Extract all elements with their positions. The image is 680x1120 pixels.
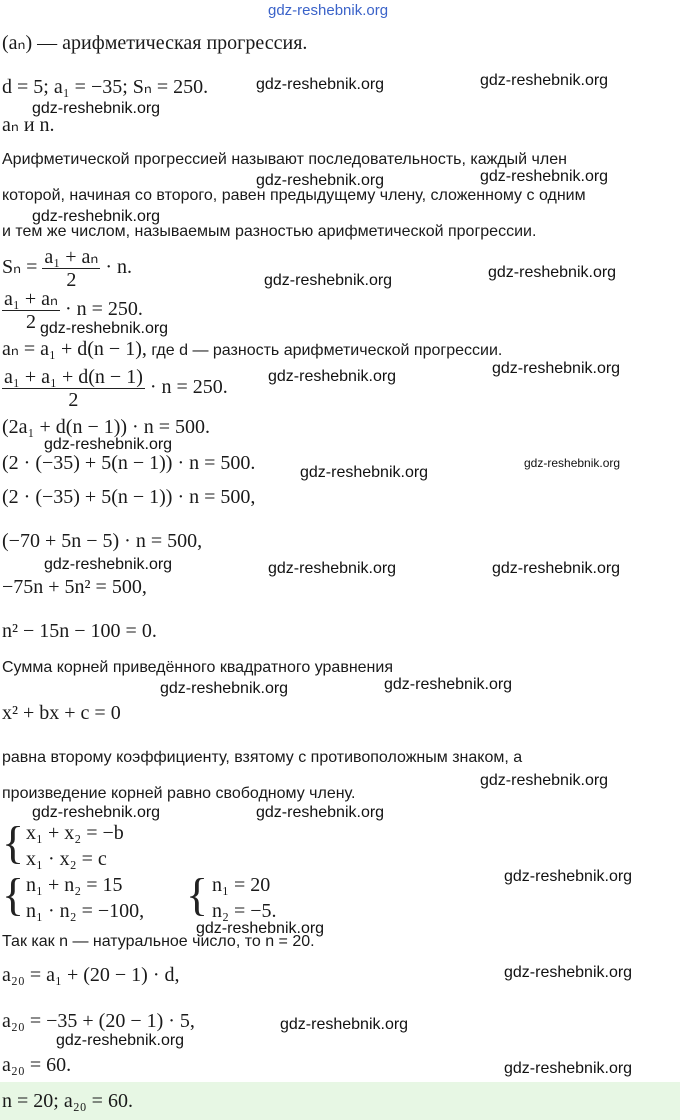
watermark: gdz-reshebnik.org — [480, 168, 609, 185]
find-line: aₙ и n. — [2, 114, 55, 136]
watermark: gdz-reshebnik.org — [44, 556, 173, 573]
given-line: d = 5; a₁ = −35; Sₙ = 250. — [2, 76, 209, 98]
watermark: gdz-reshebnik.org — [44, 436, 173, 453]
watermark: gdz-reshebnik.org — [504, 1060, 633, 1077]
watermark: gdz-reshebnik.org — [280, 1016, 409, 1033]
vieta-line-3: произведение корней равно свободному члену. — [2, 785, 356, 802]
equation-6: (2 · (−35) + 5(n − 1)) · n = 500, — [2, 486, 256, 508]
system2-line-a: n₁ + n₂ = 15 — [26, 874, 123, 896]
sn-right: · n. — [105, 256, 133, 279]
watermark: gdz-reshebnik.org — [268, 560, 397, 577]
vieta-line-2: равна второму коэффициенту, взятому с противоположным знаком, а — [2, 749, 523, 766]
system-brace-3: { — [186, 869, 209, 920]
a20-step-1: a₂₀ = a₁ + (20 − 1) · d, — [2, 964, 180, 986]
watermark: gdz-reshebnik.org — [504, 868, 633, 885]
definition-line-1: Арифметической прогрессией называют последовательность, каждый член — [2, 151, 567, 168]
system2-line-b: n₁ · n₂ = −100, — [26, 900, 145, 922]
system1-line-a: x₁ + x₂ = −b — [26, 822, 124, 844]
watermark: gdz-reshebnik.org — [268, 368, 397, 385]
intro-line: (aₙ) — арифметическая прогрессия. — [2, 32, 308, 54]
natural-number-note: Так как n — натуральное число, то n = 20. — [2, 933, 315, 950]
answer-text: n = 20; a₂₀ = 60. — [2, 1090, 133, 1112]
watermark: gdz-reshebnik.org — [256, 76, 385, 93]
eq3-fraction — [2, 366, 145, 411]
sn-left: Sₙ = — [2, 256, 38, 279]
site-header-link[interactable]: gdz-reshebnik.org — [268, 2, 389, 19]
watermark: gdz-reshebnik.org — [492, 560, 621, 577]
watermark: gdz-reshebnik.org — [300, 464, 429, 481]
eq2-right: · n = 250. — [64, 298, 143, 321]
watermark: gdz-reshebnik.org — [524, 456, 621, 470]
watermark: gdz-reshebnik.org — [480, 72, 609, 89]
eq2-denominator: 2 — [25, 311, 36, 333]
watermark: gdz-reshebnik.org — [256, 804, 385, 821]
equation-5: (2 · (−35) + 5(n − 1)) · n = 500. — [2, 452, 256, 474]
definition-line-3: и тем же числом, называемым разностью арифметической прогрессии. — [2, 223, 537, 240]
definition-line-2: которой, начиная со второго, равен предыдущему члену, сложенному с одним — [2, 187, 586, 204]
equation-7: (−70 + 5n − 5) · n = 500, — [2, 530, 203, 552]
equation-9: n² − 15n − 100 = 0. — [2, 620, 157, 642]
sn-formula — [2, 246, 132, 291]
watermark: gdz-reshebnik.org — [488, 264, 617, 281]
eq3-numerator: a₁ + a₁ + d(n − 1) — [4, 366, 143, 388]
equation-8: −75n + 5n² = 500, — [2, 576, 147, 598]
watermark: gdz-reshebnik.org — [504, 964, 633, 981]
system-brace-1: { — [2, 817, 25, 868]
watermark: gdz-reshebnik.org — [480, 772, 609, 789]
answer-box — [0, 1082, 680, 1120]
watermark: gdz-reshebnik.org — [32, 208, 161, 225]
watermark: gdz-reshebnik.org — [32, 804, 161, 821]
watermark: gdz-reshebnik.org — [32, 100, 161, 117]
watermark: gdz-reshebnik.org — [256, 172, 385, 189]
system1-line-b: x₁ · x₂ = c — [26, 848, 107, 870]
watermark: gdz-reshebnik.org — [40, 320, 169, 337]
eq2-numerator: a₁ + aₙ — [4, 288, 58, 310]
eq3-denominator: 2 — [68, 389, 79, 411]
system3-line-b: n₂ = −5. — [212, 900, 277, 922]
vieta-line-1: Сумма корней приведённого квадратного уравнения — [2, 659, 393, 676]
vieta-equation: x² + bx + c = 0 — [2, 702, 121, 724]
system3-line-a: n₁ = 20 — [212, 874, 271, 896]
equation-4: (2a₁ + d(n − 1)) · n = 500. — [2, 416, 210, 438]
equation-3 — [2, 366, 228, 411]
watermark: gdz-reshebnik.org — [56, 1032, 185, 1049]
watermark: gdz-reshebnik.org — [196, 920, 325, 937]
a20-step-2: a₂₀ = −35 + (20 − 1) · 5, — [2, 1010, 195, 1032]
an-formula-line — [2, 338, 502, 360]
sn-denominator: 2 — [66, 269, 77, 291]
an-formula: aₙ = a₁ + d(n − 1), — [2, 338, 147, 360]
watermark: gdz-reshebnik.org — [492, 360, 621, 377]
sn-numerator: a₁ + aₙ — [44, 246, 99, 268]
watermark: gdz-reshebnik.org — [264, 272, 393, 289]
sn-fraction — [42, 246, 100, 291]
an-note: где d — разность арифметической прогрессии. — [151, 342, 503, 359]
eq3-right: · n = 250. — [149, 376, 228, 399]
a20-step-3: a₂₀ = 60. — [2, 1054, 72, 1076]
system-brace-2: { — [2, 869, 25, 920]
watermark: gdz-reshebnik.org — [160, 680, 289, 697]
watermark: gdz-reshebnik.org — [384, 676, 513, 693]
